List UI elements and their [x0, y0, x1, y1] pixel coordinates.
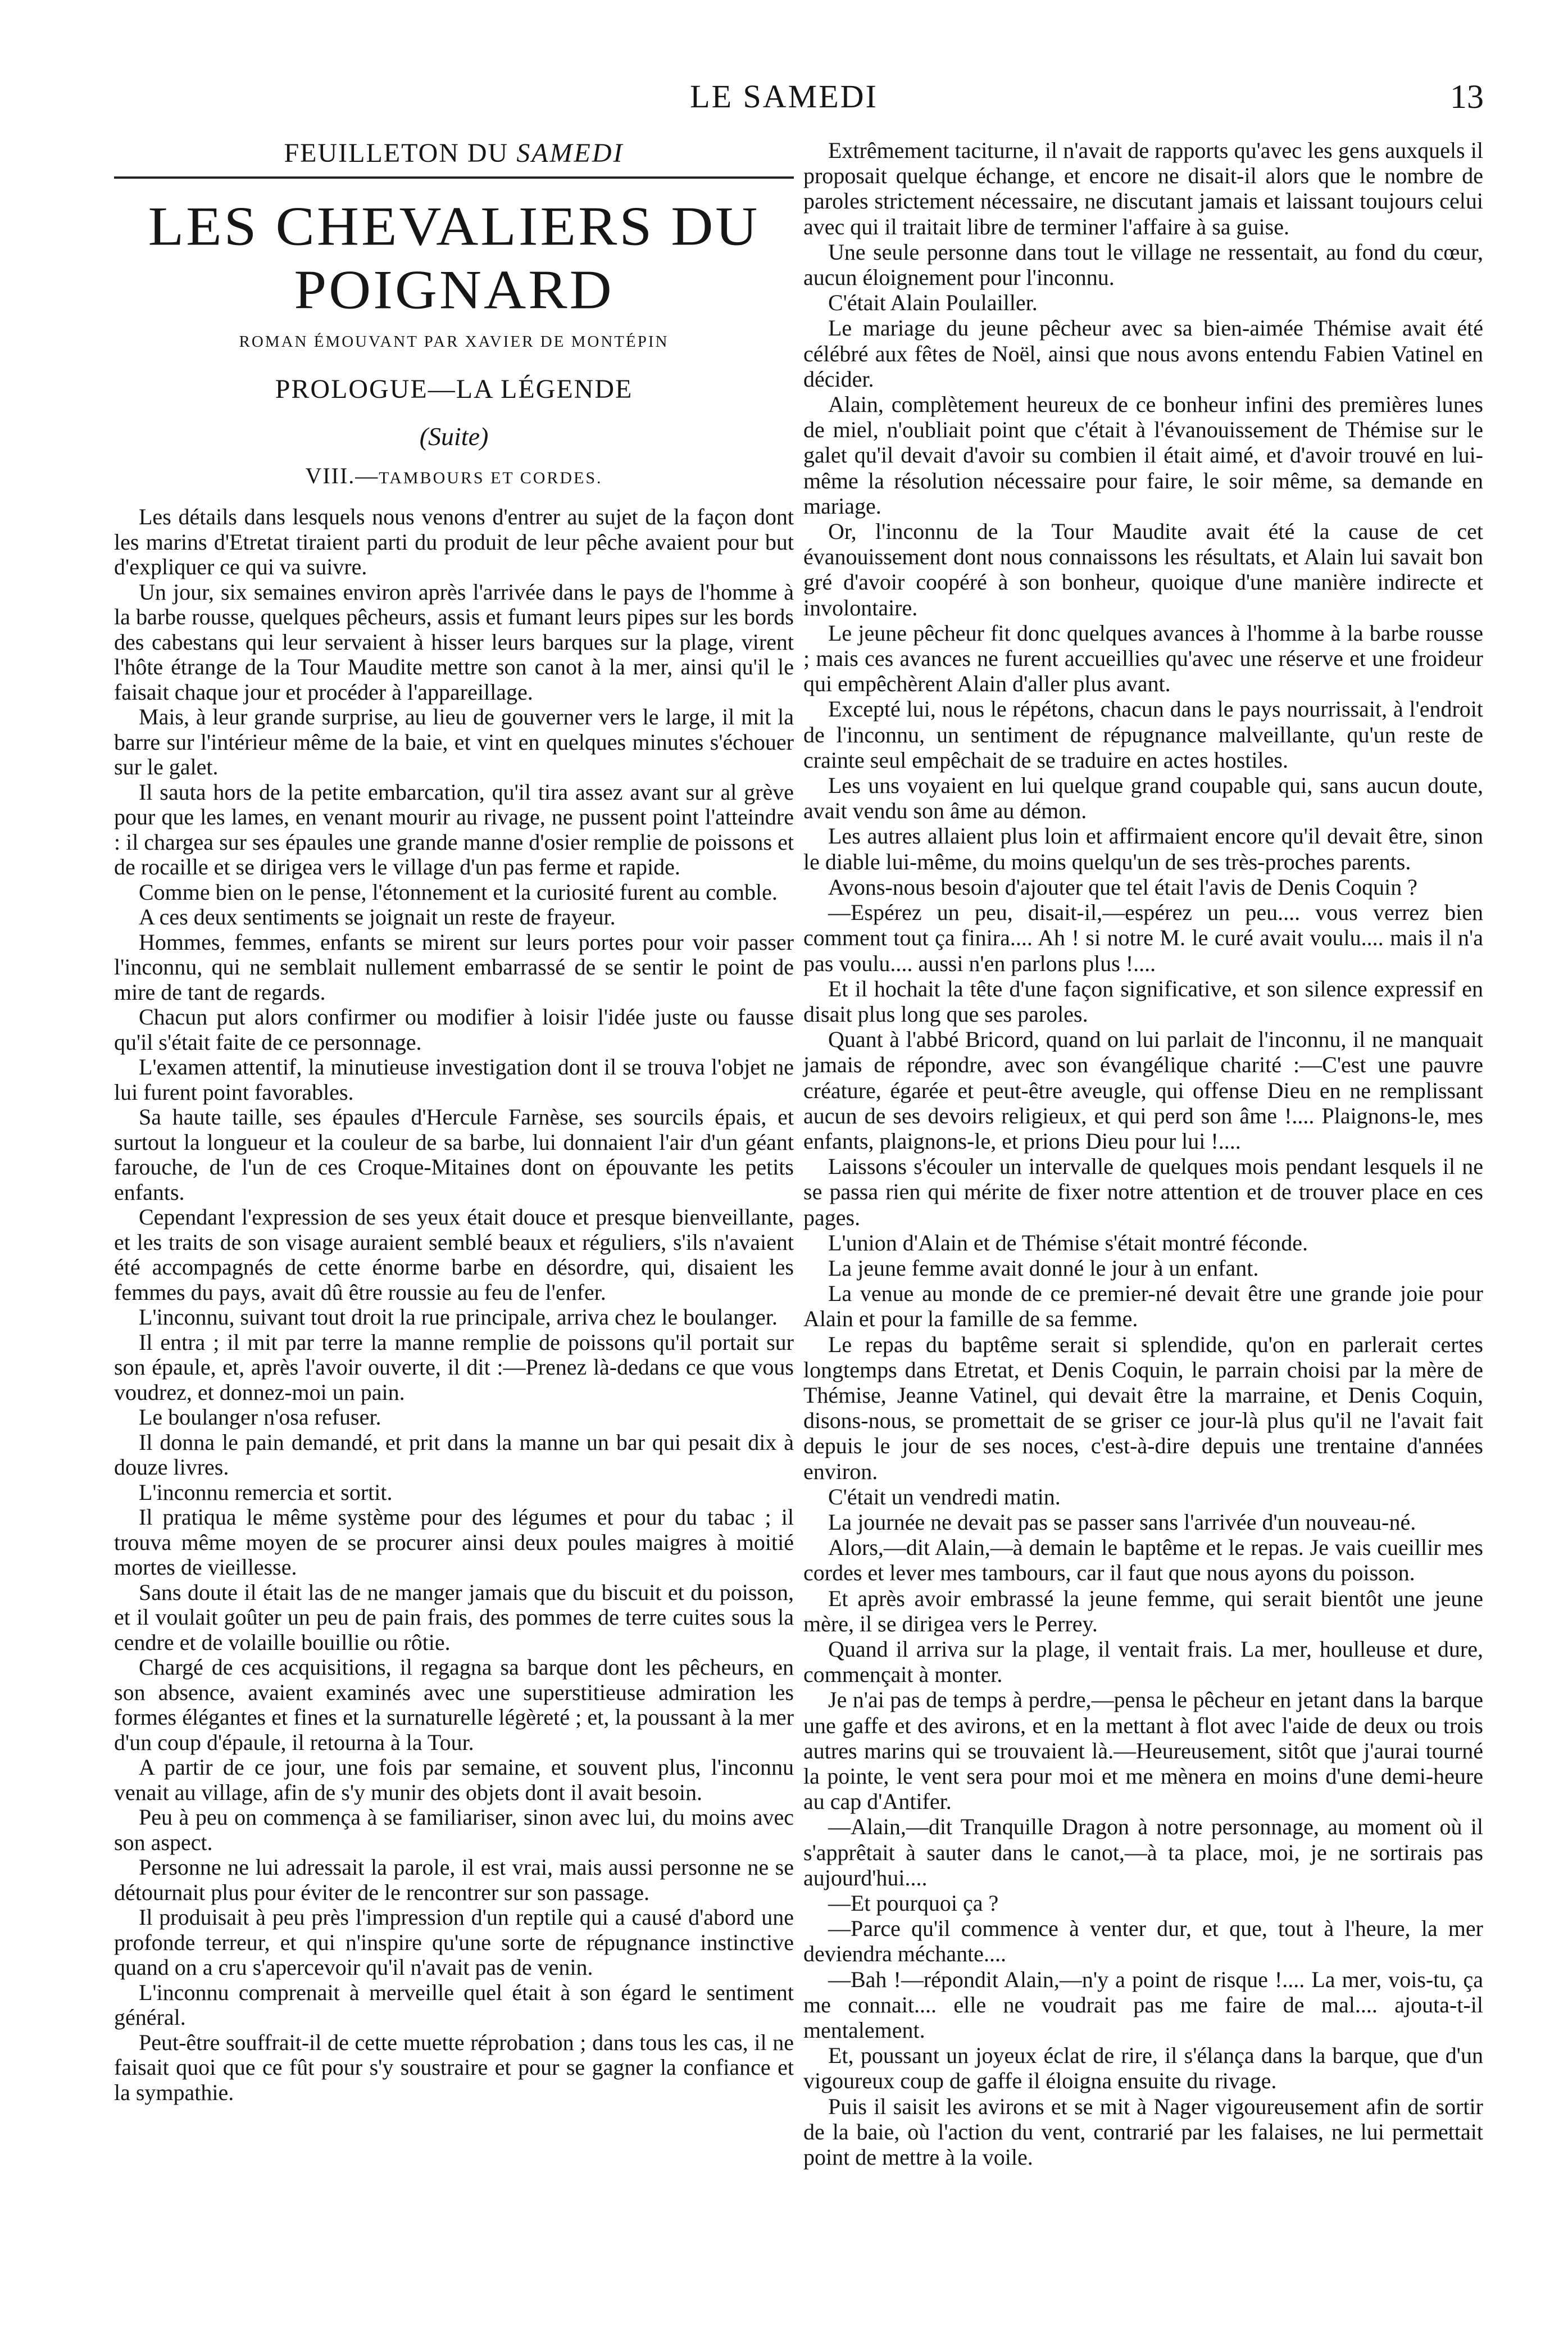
left-column — [114, 138, 794, 2105]
paragraph: —Et pourquoi ça ? — [828, 1890, 999, 1916]
paragraph: C'était un vendredi matin. — [828, 1484, 1061, 1509]
paragraph: Et, poussant un joyeux éclat de rire, il s'élança dans la barque, que d'un vigoureux coup de gaffe il éloigna ensuite du rivage. — [803, 2043, 1483, 2094]
paragraph: —Alain,—dit Tranquille Dragon à notre personnage, au moment où il s'apprêtait à sauter dans le canot,—à ta place, moi, je ne sortirais pas aujourd'hui.... — [803, 1814, 1483, 1890]
paragraph: Comme bien on le pense, l'étonnement et la curiosité furent au comble. — [139, 879, 778, 905]
paragraph: Le boulanger n'osa refuser. — [139, 1404, 381, 1430]
paragraph: La journée ne devait pas se passer sans l'arrivée d'un nouveau-né. — [828, 1509, 1416, 1535]
paragraph: Personne ne lui adressait la parole, il est vrai, mais aussi personne ne se détournait plus pour éviter de le rencontrer sur son passage. — [114, 1854, 794, 1905]
paragraph: Peu à peu on commença à se familiariser, sinon avec lui, du moins avec son aspect. — [114, 1804, 794, 1855]
title-rule — [114, 176, 794, 179]
paragraph: Extrêmement taciturne, il n'avait de rapports qu'avec les gens auxquels il proposait quelque échange, et encore ne disait-il alors que le nombre de paroles strictement nécessaire, ne discutant jamais et laissant toujours celui avec qui il traitait libre de terminer l'affaire à sa guise. — [803, 138, 1483, 239]
paragraph: Il pratiqua le même système pour des légumes et pour du tabac ; il trouva même moyen de se procurer ainsi deux poules maigres à moitié mortes de vieillesse. — [114, 1504, 794, 1580]
right-column — [803, 138, 1483, 2170]
paragraph: L'union d'Alain et de Thémise s'était montré féconde. — [828, 1230, 1308, 1255]
paragraph: Je n'ai pas de temps à perdre,—pensa le pêcheur en jetant dans la barque une gaffe et des avirons, et en la mettant à flot avec l'aide de deux ou trois autres marins qui se trouvaient là.—Heureusement, sitôt que j'aurai tourné la pointe, le vent sera pour moi et me mènera en moins d'une demi-heure au cap d'Antifer. — [803, 1687, 1483, 1815]
feuilleton-prefix: FEUILLETON DU — [284, 138, 517, 168]
paragraph: Alors,—dit Alain,—à demain le baptême et le repas. Je vais cueillir mes cordes et lever mes tambours, car il faut que nous ayons du poisson. — [803, 1535, 1483, 1586]
paragraph: Il entra ; il mit par terre la manne remplie de poissons qu'il portait sur son épaule, et, après l'avoir ouverte, il dit :—Prenez là-dedans ce que vous voudrez, et donnez-moi un pain. — [114, 1329, 794, 1405]
paragraph: A ces deux sentiments se joignait un reste de frayeur. — [139, 904, 616, 929]
paragraph: Excepté lui, nous le répétons, chacun dans le pays nourrissait, à l'endroit de l'inconnu, un sentiment de répugnance malveillante, qu'un reste de crainte seul empêchait de se traduire en actes hostiles. — [803, 696, 1483, 773]
paragraph: —Espérez un peu, disait-il,—espérez un peu.... vous verrez bien comment tout ça finira.... Ah ! si notre M. le curé avait voulu.... mais il n'a pas voulu.... aussi n'en parlons plus !.... — [803, 900, 1483, 976]
paragraph: —Bah !—répondit Alain,—n'y a point de risque !.... La mer, vois-tu, ça me connait.... elle ne voudrait pas me faire de mal.... ajouta-t-il mentalement. — [803, 1966, 1483, 2043]
paragraph: Peut-être souffrait-il de cette muette réprobation ; dans tous les cas, il ne faisait quoi que ce fût pour s'y soustraire et pour se gagner la confiance et la sympathie. — [114, 2029, 794, 2105]
prologue-heading: PROLOGUE—LA LÉGENDE — [275, 374, 633, 404]
paragraph: L'inconnu comprenait à merveille quel était à son égard le sentiment général. — [114, 1979, 794, 2030]
right-column-body — [803, 138, 1483, 2170]
paragraph: Or, l'inconnu de la Tour Maudite avait été la cause de cet évanouissement dont nous connaissons les résultats, et Alain lui savait bon gré d'avoir coopéré à son bonheur, quoique d'une manière indirecte et involontaire. — [803, 519, 1483, 620]
running-head — [0, 78, 1568, 117]
paragraph: C'était Alain Poulailler. — [828, 290, 1038, 316]
paragraph: Hommes, femmes, enfants se mirent sur leurs portes pour voir passer l'inconnu, qui ne semblait nullement embarrassé de se sentir le point de mire de tant de regards. — [114, 929, 794, 1005]
paragraph: Mais, à leur grande surprise, au lieu de gouverner vers le large, il mit la barre sur l'intérieur même de la baie, et vint en quelques minutes s'échouer sur le galet. — [114, 704, 794, 779]
paragraph: Chargé de ces acquisitions, il regagna sa barque dont les pêcheurs, en son absence, avaient examinés avec une superstitieuse admiration les formes élégantes et fines et la surnaturelle légèreté ; et, la poussant à la mer d'un coup d'épaule, il retourna à la Tour. — [114, 1654, 794, 1755]
paragraph: Le repas du baptême serait si splendide, qu'on en parlerait certes longtemps dans Etretat, et Denis Coquin, le parrain choisi par la mère de Thémise, Jeanne Vatinel, qui devait être la marraine, et Denis Coquin, disons-nous, se promettait de se griser ce jour-là plus qu'il ne l'avait fait depuis le jour de ses noces, c'est-à-dire depuis une trentaine d'années environ. — [803, 1331, 1483, 1484]
paragraph: Il sauta hors de la petite embarcation, qu'il tira assez avant sur al grève pour que les lames, en venant mourir au rivage, ne pussent point l'atteindre : il chargea sur ses épaules une grande manne d'osier remplie de poissons et de rocaille et se dirigea vers le village d'un pas ferme et rapide. — [114, 779, 794, 879]
paragraph: —Parce qu'il commence à venter dur, et que, tout à l'heure, la mer deviendra méchante.... — [803, 1916, 1483, 1967]
newspaper-title: LE SAMEDI — [690, 78, 878, 115]
chapter-heading — [114, 462, 794, 489]
novel-title: LES CHEVALIERS DU POIGNARD — [148, 195, 760, 321]
paragraph: Il donna le pain demandé, et prit dans la manne un bar qui pesait dix à douze livres. — [114, 1429, 794, 1480]
paragraph: Un jour, six semaines environ après l'arrivée dans le pays de l'homme à la barbe rousse, quelques pêcheurs, assis et fumant leurs pipes sur les bords des cabestans qui leur servaient à hisser leurs barques sur la plage, virent l'hôte étrange de la Tour Maudite mettre son canot à la mer, ainsi qu'il le faisait chaque jour et procéder à l'appareillage. — [114, 579, 794, 705]
paragraph: La venue au monde de ce premier-né devait être une grande joie pour Alain et pour la famille de sa femme. — [803, 1281, 1483, 1332]
chapter-number: VIII.— — [305, 463, 379, 488]
paragraph: L'inconnu remercia et sortit. — [139, 1479, 393, 1505]
paragraph: Alain, complètement heureux de ce bonheur infini des premières lunes de miel, n'oubliait point que c'était à l'évanouissement de Thémise sur le galet qu'il devait d'avoir su combien il était aimé, et d'avoir trouvé en lui-même la résolution nécessaire pour faire, le soir même, sa demande en mariage. — [803, 392, 1483, 519]
chapter-title: TAMBOURS ET CORDES. — [379, 469, 603, 487]
paragraph: Sans doute il était las de ne manger jamais que du biscuit et du poisson, et il voulait goûter un peu de pain frais, des pommes de terre cuites sous la cendre et de volaille bouillie ou rôtie. — [114, 1579, 794, 1655]
paragraph: L'examen attentif, la minutieuse investigation dont il se trouva l'objet ne lui furent point favorables. — [114, 1054, 794, 1105]
paragraph: Quand il arriva sur la plage, il ventait frais. La mer, houlleuse et dure, commençait à monter. — [803, 1636, 1483, 1688]
paragraph: Cependant l'expression de ses yeux était douce et presque bienveillante, et les traits de son visage auraient semblé beaux et réguliers, s'ils n'avaient été accompagnés de cette énorme barbe en désordre, qui, disaient les femmes du pays, avait dû être roussie au feu de l'enfer. — [114, 1204, 794, 1305]
paragraph: Laissons s'écouler un intervalle de quelques mois pendant lesquels il ne se passa rien qui mérite de fixer notre attention et de trouver place en ces pages. — [803, 1154, 1483, 1230]
paragraph: La jeune femme avait donné le jour à un enfant. — [828, 1255, 1259, 1281]
paragraph: Les uns voyaient en lui quelque grand coupable qui, sans aucun doute, avait vendu son âme au démon. — [803, 773, 1483, 824]
feuilleton-heading — [114, 138, 794, 169]
paragraph: Chacun put alors confirmer ou modifier à loisir l'idée juste ou fausse qu'il s'était faite de ce personnage. — [114, 1004, 794, 1055]
paragraph: Le jeune pêcheur fit donc quelques avances à l'homme à la barbe rousse ; mais ces avances ne furent accueillies qu'avec une réserve et une froideur qui empêchèrent Alain d'aller plus avant. — [803, 620, 1483, 697]
suite-label: (Suite) — [419, 422, 489, 451]
novel-subtitle: ROMAN ÉMOUVANT PAR XAVIER DE MONTÉPIN — [239, 333, 669, 351]
paragraph: Les détails dans lesquels nous venons d'entrer au sujet de la façon dont les marins d'Etretat tiraient parti du produit de leur pêche avaient pour but d'expliquer ce qui va suivre. — [114, 504, 794, 579]
paragraph: Avons-nous besoin d'ajouter que tel était l'avis de Denis Coquin ? — [828, 874, 1418, 900]
paragraph: Sa haute taille, ses épaules d'Hercule Farnèse, ses sourcils épais, et surtout la longueur et la couleur de sa barbe, lui donnaient l'air d'un géant farouche, de l'un de ces Croque-Mitaines dont on épouvante les petits enfants. — [114, 1104, 794, 1205]
paragraph: Il produisait à peu près l'impression d'un reptile qui a causé d'abord une profonde terreur, et qui n'inspire qu'une sorte de répugnance instinctive quand on a cru s'apercevoir qu'il n'avait pas de venin. — [114, 1904, 794, 1980]
paragraph: Puis il saisit les avirons et se mit à Nager vigoureusement afin de sortir de la baie, où l'action du vent, contrarié par les falaises, ne lui permettait point de mettre à la voile. — [803, 2093, 1483, 2170]
left-column-body — [114, 505, 794, 2105]
page-number: 13 — [1450, 78, 1484, 115]
paragraph: Le mariage du jeune pêcheur avec sa bien-aimée Thémise avait été célébré aux fêtes de Noël, ainsi que nous avons entendu Fabien Vatinel en décider. — [803, 315, 1483, 392]
paragraph: Quant à l'abbé Bricord, quand on lui parlait de l'inconnu, il ne manquait jamais de répondre, avec son évangélique charité :—C'est une pauvre créature, égarée et peut-être aveugle, qui offense Dieu en ne remplissant aucun de ses devoirs religieux, et qui perd son âme !.... Plaignons-le, mes enfants, plaignons-le, et prions Dieu pour lui !.... — [803, 1027, 1483, 1154]
feuilleton-name: SAMEDI — [516, 138, 624, 168]
paragraph: Une seule personne dans tout le village ne ressentait, au fond du cœur, aucun éloignement pour l'inconnu. — [803, 239, 1483, 291]
paragraph: L'inconnu, suivant tout droit la rue principale, arriva chez le boulanger. — [139, 1304, 778, 1330]
paragraph: A partir de ce jour, une fois par semaine, et souvent plus, l'inconnu venait au village, afin de s'y munir des objets dont il avait besoin. — [114, 1754, 794, 1805]
paragraph: Les autres allaient plus loin et affirmaient encore qu'il devait être, sinon le diable lui-même, du moins quelqu'un de ses très-proches parents. — [803, 823, 1483, 874]
paragraph: Et il hochait la tête d'une façon significative, et son silence expressif en disait plus long que ses paroles. — [803, 976, 1483, 1027]
paragraph: Et après avoir embrassé la jeune femme, qui serait bientôt une jeune mère, il se dirigea vers le Perrey. — [803, 1585, 1483, 1636]
